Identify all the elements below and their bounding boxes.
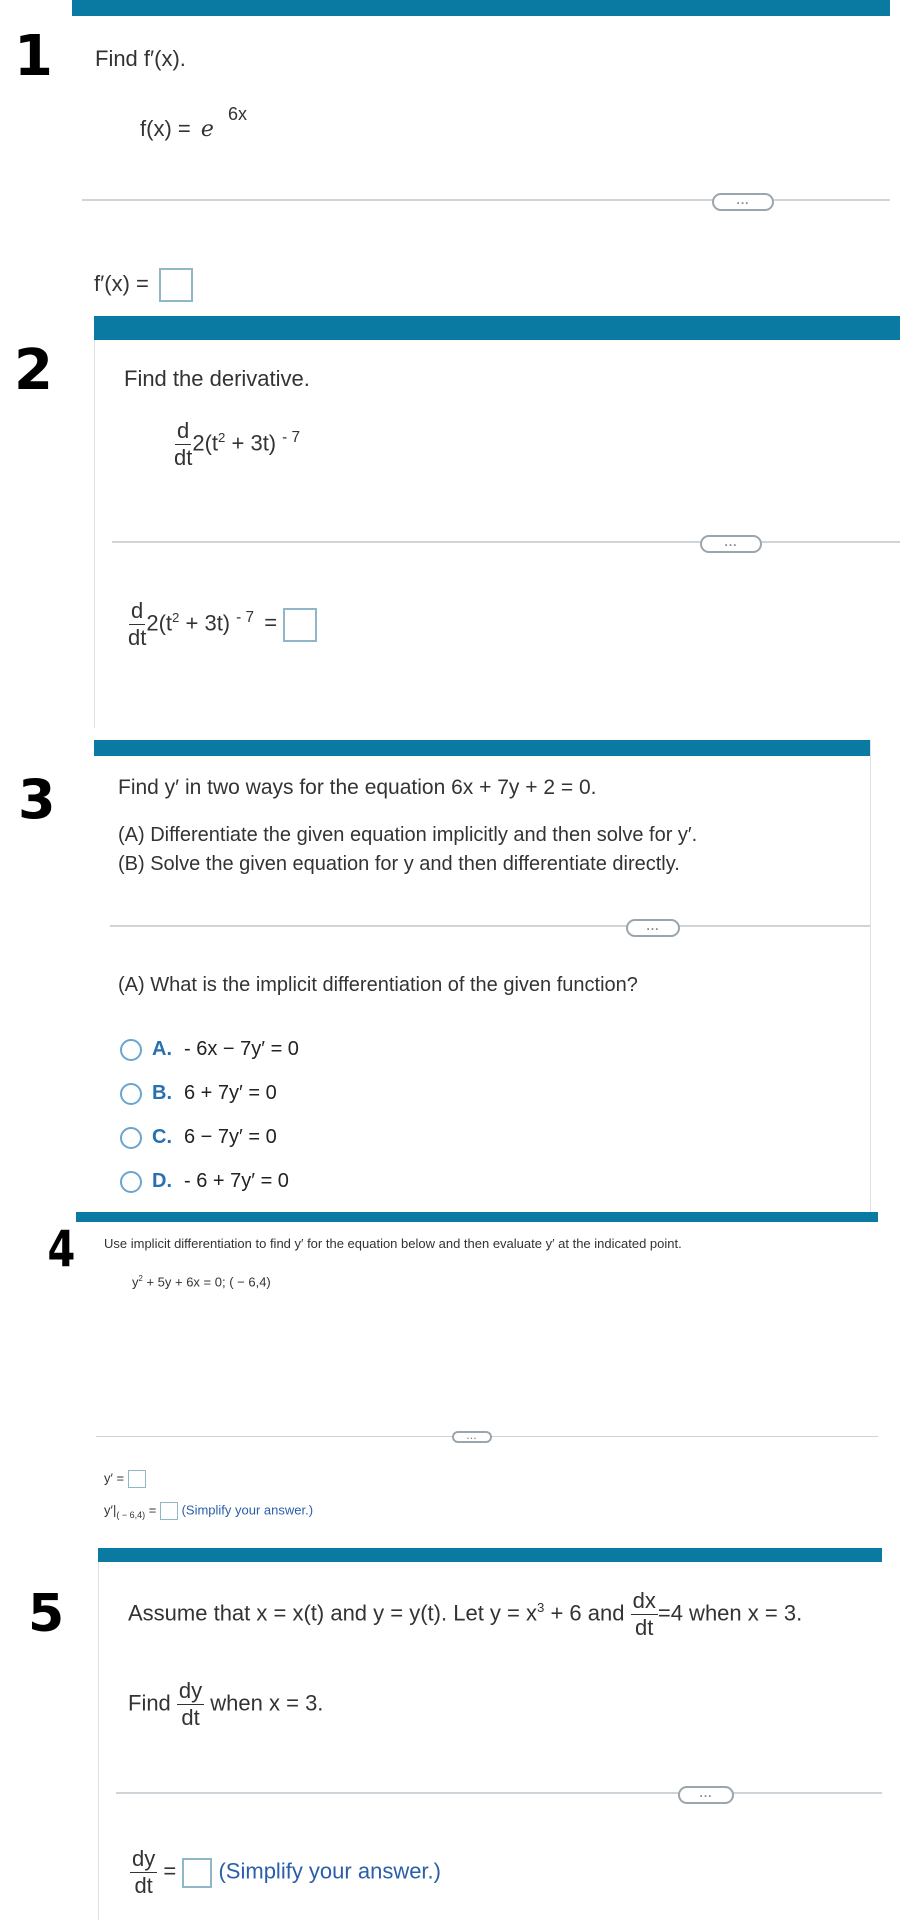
problem-3-sub-question: (A) What is the implicit differentiation of the given function? [118, 974, 638, 996]
answer-equals: = [264, 610, 278, 636]
option-b[interactable]: B. 6 + 7y′ = 0 [120, 1082, 277, 1105]
problem-2-prompt: Find the derivative. [124, 366, 310, 391]
problem-2-divider [112, 541, 900, 543]
d-dt-fraction: $\frac{d}{dt}$ [174, 418, 193, 470]
problem-3-part-a: (A) Differentiate the given equation implicitly and then solve for y′. [118, 824, 698, 846]
dy-dt-fraction: $\frac{dy}{dt}$ [178, 1678, 203, 1730]
problem-number-2: 2 [14, 338, 53, 403]
problem-1-header-bar [72, 0, 890, 16]
problem-3-part-b: (B) Solve the given equation for y and then differentiate directly. [118, 853, 680, 875]
answer-input-box[interactable] [283, 608, 317, 642]
option-b-radio[interactable] [120, 1083, 142, 1105]
problem-4-prompt: Use implicit differentiation to find y′ for the equation below and then evaluate y′ at the indicated point. [104, 1236, 682, 1251]
problem-2-expression: $\frac{d}{dt}$ $2(t^2 + 3t)$ $^{- 7}$ [174, 418, 301, 470]
simplify-note: (Simplify your answer.) [218, 1858, 441, 1884]
evaluated-input-box[interactable] [160, 1502, 178, 1520]
problem-3-more-button[interactable]: ... [626, 919, 680, 937]
problem-2-answer-row: $\frac{d}{dt}$ $2(t^2 + 3t) ^{- 7}$ = [128, 600, 317, 649]
answer-d-dt-fraction: $\frac{d}{dt}$ [128, 598, 147, 650]
problem-5-find: Find $\frac{dy}{dt}$ when x = 3. [128, 1678, 324, 1730]
dx-dt-fraction: $\frac{dx}{dt}$ [632, 1588, 656, 1640]
problem-5-assume: Assume that x = x(t) and y = y(t). Let $y = x^3 + 6$ and $\frac{dx}{dt}$ =4 when x = 3. [128, 1588, 803, 1640]
option-c-radio[interactable] [120, 1127, 142, 1149]
answer-input-box[interactable] [182, 1858, 212, 1888]
problem-number-3: 3 [18, 768, 56, 831]
problem-2-more-button[interactable]: ... [700, 535, 762, 553]
problem-2-header-bar [94, 316, 900, 340]
problem-1-function [140, 104, 248, 142]
problem-5-divider [116, 1792, 882, 1794]
problem-4-answer-2: $y'|_{( - 6,4)}$ = (Simplify your answer.) [104, 1502, 314, 1521]
problem-3-prompt: Find y′ in two ways for the equation 6x + 7y + 2 = 0. [118, 776, 597, 799]
problem-number-4: 4 [47, 1220, 76, 1278]
problem-3-divider [110, 925, 870, 927]
option-d[interactable]: D. - 6 + 7y′ = 0 [120, 1170, 289, 1193]
problem-4-header-bar [76, 1212, 878, 1222]
function-exponent: 6x [228, 104, 248, 124]
problem-number-1: 1 [14, 24, 53, 89]
problem-1-prompt: Find f′(x). [95, 46, 186, 71]
function-lhs: f(x) = [140, 116, 191, 141]
problem-3-header-bar [94, 740, 870, 756]
problem-5-answer-row: $\frac{dy}{dt}$ = (Simplify your answer.) [132, 1846, 441, 1898]
answer-label: f′(x) = [94, 270, 149, 296]
problem-4-answer-1: y′ = [104, 1470, 146, 1488]
problem-5-header-bar [98, 1548, 882, 1562]
problem-number-5: 5 [28, 1584, 65, 1644]
option-c[interactable]: C. 6 − 7y′ = 0 [120, 1126, 277, 1149]
simplify-note: (Simplify your answer.) [181, 1502, 314, 1518]
y-prime-input-box[interactable] [128, 1470, 146, 1488]
answer-dy-dt-fraction: $\frac{dy}{dt}$ [132, 1846, 156, 1898]
answer-input-box[interactable] [159, 268, 193, 302]
option-d-radio[interactable] [120, 1171, 142, 1193]
problem-4-equation: $y^2 + 5y + 6x = 0$; ( − 6,4) [132, 1274, 271, 1290]
outer-exponent: - 7 [282, 428, 301, 446]
option-a-radio[interactable] [120, 1039, 142, 1061]
problem-1-answer-row [94, 268, 193, 302]
function-base: e [200, 117, 214, 142]
problem-1-more-button[interactable]: ... [712, 193, 774, 211]
problem-5-more-button[interactable]: ... [678, 1786, 734, 1804]
problem-4-more-button[interactable]: ... [452, 1431, 492, 1443]
option-a[interactable]: A. - 6x − 7y′ = 0 [120, 1038, 299, 1061]
